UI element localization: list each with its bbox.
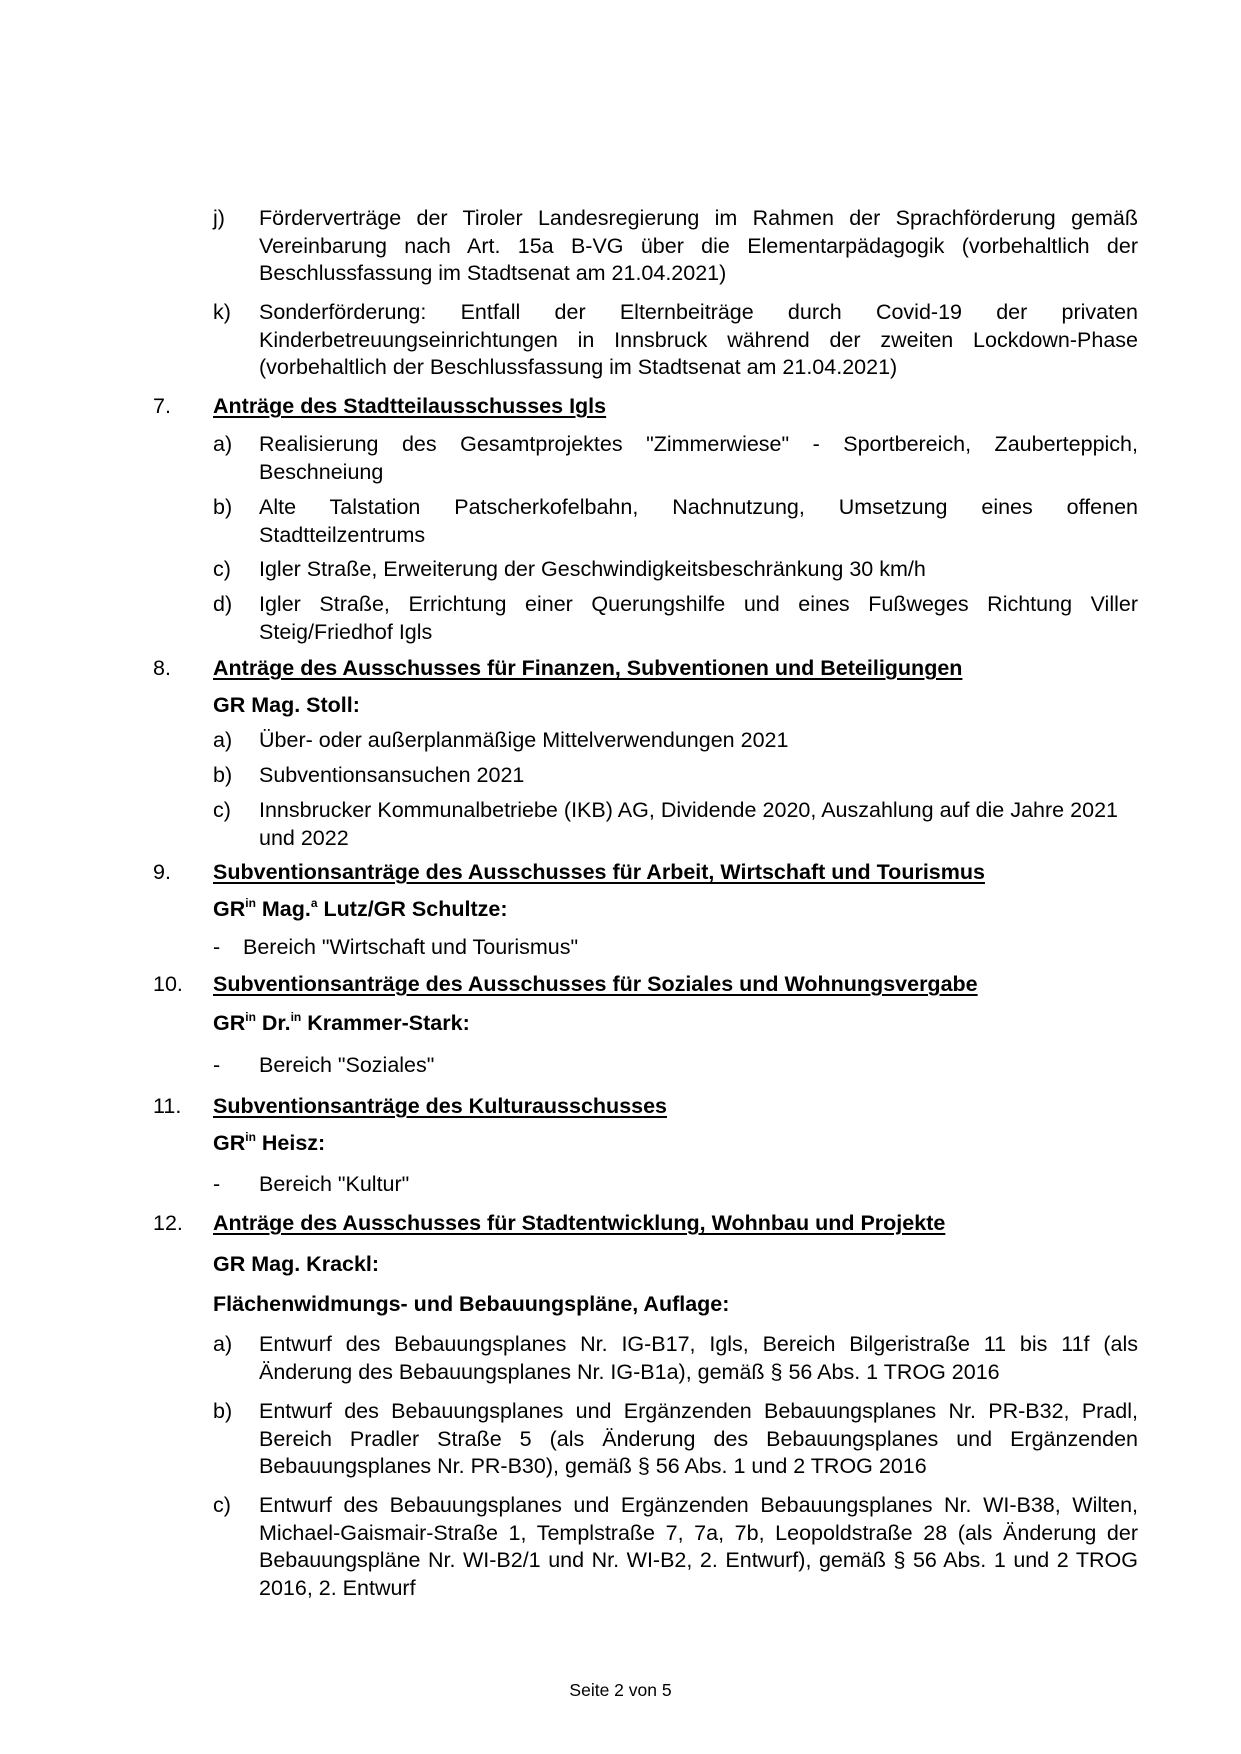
list-item-text: Bereich "Wirtschaft und Tourismus" <box>243 935 579 959</box>
list-item-label: b) <box>213 1399 233 1423</box>
list-item-text: Entwurf des Bebauungsplanes Nr. IG-B17, Igls, Bereich Bilgeristraße 11 bis 11f (als Änderung des Bebauungsplanes Nr. IG-B1a), gemäß § 56 Abs. 1 TROG 2016 <box>259 1332 1138 1384</box>
speaker: $GR^{in}$ Heisz: <box>213 1130 326 1155</box>
list-item-text: Entwurf des Bebauungsplanes und Ergänzenden Bebauungsplanes Nr. WI-B38, Wilten, Michael-Gaismair-Straße 1, Templstraße 7, 7a, 7b, Leopoldstraße 28 (als Änderung der Bebauungspläne Nr. WI-B2/1 und Nr. WI-B2, 2. Entwurf), gemäß § 56 Abs. 1 und 2 TROG 2016, 2. Entwurf <box>259 1493 1138 1600</box>
list-item-text: Subventionsansuchen 2021 <box>259 763 525 787</box>
page-footer: Seite 2 von 5 <box>569 1680 672 1700</box>
list-item-text: Realisierung des Gesamtprojektes "Zimmerwiese" - Sportbereich, Zauberteppich, Beschneiung <box>259 432 1138 484</box>
list-item-label: b) <box>213 763 233 787</box>
list-item-label: a) <box>213 1332 233 1356</box>
list-item-label: k) <box>213 300 231 324</box>
speaker: $GR^{in}$ Mag.$^a$ Lutz/GR Schultze: <box>213 896 508 921</box>
section-number: 7. <box>153 394 171 418</box>
list-item-text: Über- oder außerplanmäßige Mittelverwendungen 2021 <box>259 728 789 752</box>
list-item-text: Bereich "Kultur" <box>259 1172 410 1196</box>
speaker: GR Mag. Stoll: <box>213 693 360 717</box>
section-title: Anträge des Stadtteilausschusses Igls <box>213 394 607 418</box>
list-item-text: Igler Straße, Erweiterung der Geschwindigkeitsbeschränkung 30 km/h <box>259 557 926 581</box>
list-item-text: Alte Talstation Patscherkofelbahn, Nachnutzung, Umsetzung eines offenen Stadtteilzentrums <box>259 495 1138 547</box>
list-item-label: c) <box>213 1493 231 1517</box>
list-item-label: d) <box>213 592 233 616</box>
section-number: 11. <box>153 1094 182 1118</box>
list-item-text: Innsbrucker Kommunalbetriebe (IKB) AG, Dividende 2020, Auszahlung auf die Jahre 2021 und 2022 <box>259 798 1118 850</box>
section-number: 12. <box>153 1211 183 1235</box>
subheading: Flächenwidmungs- und Bebauungspläne, Auflage: <box>213 1292 730 1316</box>
section-number: 9. <box>153 860 171 884</box>
list-item-label: - <box>213 1053 221 1077</box>
list-item-text: Förderverträge der Tiroler Landesregierung im Rahmen der Sprachförderung gemäß Vereinbarung nach Art. 15a B-VG über die Elementarpädagogik (vorbehaltlich der Beschlussfassung im Stadtsenat am 21.04.2021) <box>259 206 1138 285</box>
list-item-label: a) <box>213 432 233 456</box>
list-item-label: c) <box>213 798 231 822</box>
section-number: 10. <box>153 972 183 996</box>
list-item-text: Igler Straße, Errichtung einer Querungshilfe und eines Fußweges Richtung Viller Steig/Friedhof Igls <box>259 592 1138 644</box>
section-title: Subventionsanträge des Ausschusses für Soziales und Wohnungsvergabe <box>213 972 978 996</box>
list-item-text: Sonderförderung: Entfall der Elternbeiträge durch Covid-19 der privaten Kinderbetreuungseinrichtungen in Innsbruck während der zweiten Lockdown-Phase (vorbehaltlich der Beschlussfassung im Stadtsenat am 21.04.2021) <box>259 300 1138 379</box>
list-item-label: a) <box>213 728 233 752</box>
list-item-label: b) <box>213 495 233 519</box>
section-title: Anträge des Ausschusses für Finanzen, Subventionen und Beteiligungen <box>213 656 963 680</box>
section-title: Subventionsanträge des Kulturausschusses <box>213 1094 668 1118</box>
section-number: 8. <box>153 656 171 680</box>
list-item-label: c) <box>213 557 231 581</box>
list-item-label: j) <box>213 206 225 230</box>
section-title: Anträge des Ausschusses für Stadtentwicklung, Wohnbau und Projekte <box>213 1211 946 1235</box>
speaker: GR Mag. Krackl: <box>213 1252 380 1276</box>
list-item-label: - <box>213 1172 221 1196</box>
section-title: Subventionsanträge des Ausschusses für Arbeit, Wirtschaft und Tourismus <box>213 860 985 884</box>
list-item-label: - <box>213 935 221 959</box>
list-item-text: Bereich "Soziales" <box>259 1053 435 1077</box>
list-item-text: Entwurf des Bebauungsplanes und Ergänzenden Bebauungsplanes Nr. PR-B32, Pradl, Bereich Pradler Straße 5 (als Änderung des Bebauungsplanes und Ergänzenden Bebauungsplanes Nr. PR-B30), gemäß § 56 Abs. 1 und 2 TROG 2016 <box>259 1399 1138 1478</box>
speaker: $GR^{in}$ Dr.$^{in}$ Krammer-Stark: <box>213 1010 470 1035</box>
